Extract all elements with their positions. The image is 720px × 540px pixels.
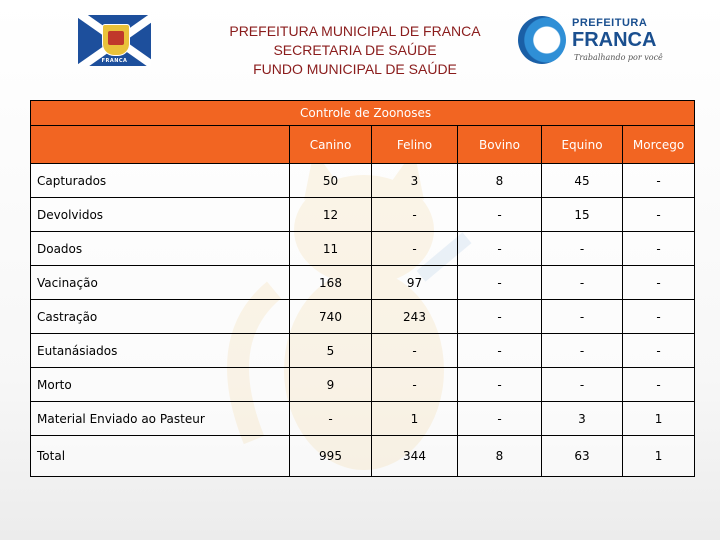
page-header [200, 22, 510, 79]
table-cell: - [623, 266, 695, 300]
brand-name: FRANCA [572, 29, 657, 51]
table-cell: - [623, 232, 695, 266]
table-cell: - [458, 232, 542, 266]
table-cell: - [623, 198, 695, 232]
table-cell: 63 [542, 436, 623, 477]
table-cell: 12 [290, 198, 372, 232]
table-cell: - [372, 368, 458, 402]
row-label: Material Enviado ao Pasteur [31, 402, 290, 436]
table-cell: 11 [290, 232, 372, 266]
table-row [31, 436, 695, 477]
header-line-3: FUNDO MUNICIPAL DE SAÚDE [253, 61, 457, 77]
table-cell: 5 [290, 334, 372, 368]
table-cell: - [372, 334, 458, 368]
table-cell: 8 [458, 164, 542, 198]
table-cell: 9 [290, 368, 372, 402]
brand-circle-icon [518, 16, 566, 64]
table-cell: 344 [372, 436, 458, 477]
column-header: Felino [372, 126, 458, 164]
table-row [31, 334, 695, 368]
row-label: Devolvidos [31, 198, 290, 232]
table-cell: - [542, 334, 623, 368]
table-title: Controle de Zoonoses [31, 101, 695, 126]
table-row [31, 368, 695, 402]
brand-top: PREFEITURA [572, 17, 648, 29]
brand-slogan: Trabalhando por você [574, 53, 663, 62]
row-label: Doados [31, 232, 290, 266]
table-cell: - [623, 300, 695, 334]
table-cell: 740 [290, 300, 372, 334]
table-cell: - [542, 232, 623, 266]
table-cell: 3 [372, 164, 458, 198]
header-line-2: SECRETARIA DE SAÚDE [273, 42, 437, 58]
table-row [31, 300, 695, 334]
table-cell: 1 [623, 402, 695, 436]
table-row [31, 164, 695, 198]
table-cell: 45 [542, 164, 623, 198]
table-cell: - [623, 368, 695, 402]
table-cell: - [458, 368, 542, 402]
table-cell: - [542, 300, 623, 334]
row-label: Morto [31, 368, 290, 402]
column-header: Bovino [458, 126, 542, 164]
row-label: Total [31, 436, 290, 477]
header-line-1: PREFEITURA MUNICIPAL DE FRANCA [229, 23, 481, 39]
table-cell: 168 [290, 266, 372, 300]
table-cell: - [458, 300, 542, 334]
table-cell: 995 [290, 436, 372, 477]
flag-label: FRANCA [101, 58, 128, 64]
table-cell: - [458, 402, 542, 436]
table-cell: - [458, 266, 542, 300]
row-label: Eutanásiados [31, 334, 290, 368]
column-header: Equino [542, 126, 623, 164]
table-row [31, 402, 695, 436]
row-label: Castração [31, 300, 290, 334]
row-label: Capturados [31, 164, 290, 198]
franca-flag-logo [78, 15, 151, 66]
table-cell: - [623, 334, 695, 368]
table-cell: - [290, 402, 372, 436]
table-cell: 8 [458, 436, 542, 477]
table-cell: - [372, 198, 458, 232]
table-cell: 1 [372, 402, 458, 436]
table-row [31, 266, 695, 300]
column-header: Morcego [623, 126, 695, 164]
column-header: Canino [290, 126, 372, 164]
table-cell: 15 [542, 198, 623, 232]
coat-of-arms-icon [102, 24, 130, 56]
table-cell: 97 [372, 266, 458, 300]
table-cell: - [623, 164, 695, 198]
header-corner [31, 126, 290, 164]
table-cell: - [542, 368, 623, 402]
table-cell: 1 [623, 436, 695, 477]
zoonoses-table [30, 100, 694, 477]
table-row [31, 232, 695, 266]
table-row [31, 198, 695, 232]
prefeitura-franca-logo [518, 14, 668, 66]
table-header-row [31, 126, 695, 164]
table-cell: - [372, 232, 458, 266]
table-cell: - [458, 198, 542, 232]
row-label: Vacinação [31, 266, 290, 300]
table-cell: - [458, 334, 542, 368]
table-cell: 3 [542, 402, 623, 436]
table-cell: 243 [372, 300, 458, 334]
table-cell: - [542, 266, 623, 300]
table-cell: 50 [290, 164, 372, 198]
